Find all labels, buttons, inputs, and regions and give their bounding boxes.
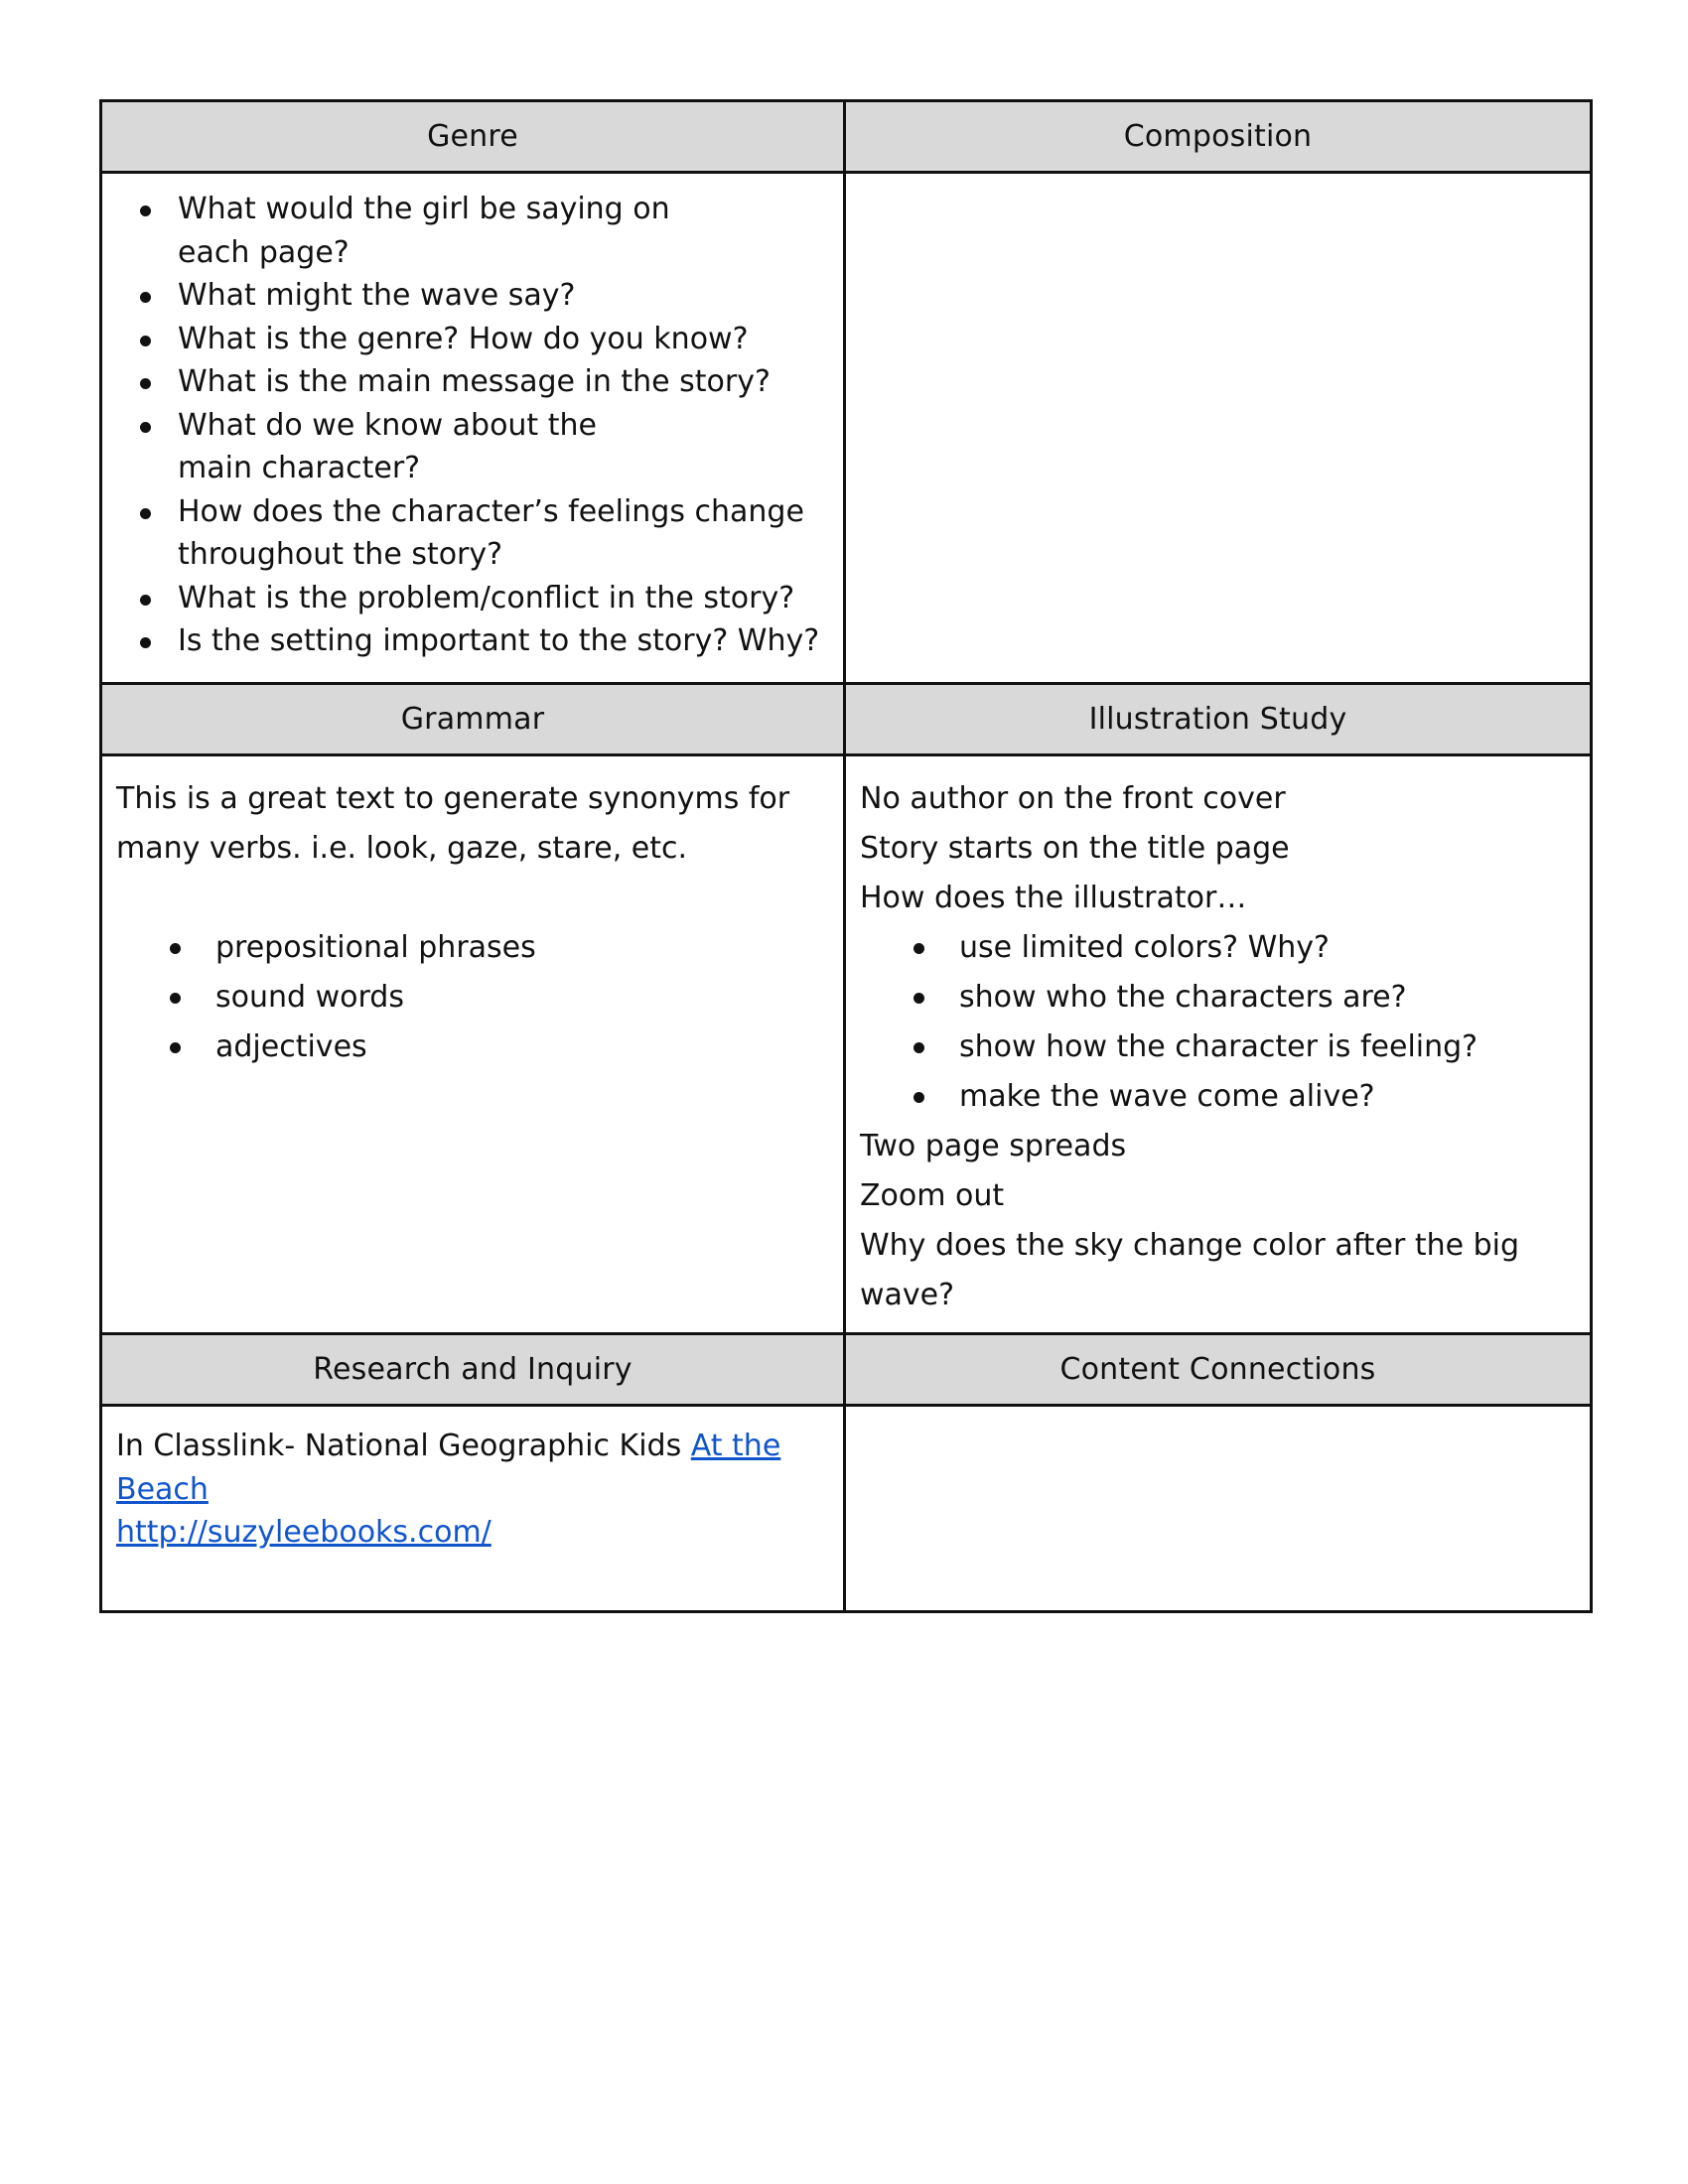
illustration-study-cell bbox=[845, 755, 1592, 1334]
list-item: show who the characters are? bbox=[860, 973, 1576, 1023]
research-cell bbox=[101, 1406, 845, 1612]
research-prefix: In Classlink- National Geographic Kids bbox=[116, 1429, 691, 1463]
illustration-line: Zoom out bbox=[860, 1178, 1005, 1213]
grammar-intro: This is a great text to generate synonyms for many verbs. i.e. look, gaze, stare, etc. bbox=[116, 781, 790, 866]
grammar-heading: Grammar bbox=[101, 684, 845, 755]
list-item: Is the setting important to the story? Why? bbox=[116, 619, 829, 663]
research-heading: Research and Inquiry bbox=[101, 1334, 845, 1406]
illustration-line: How does the illustrator… bbox=[860, 881, 1247, 915]
grammar-cell bbox=[101, 755, 845, 1334]
lesson-table bbox=[99, 99, 1593, 1613]
illustration-study-heading: Illustration Study bbox=[845, 684, 1592, 755]
list-item: What might the wave say? bbox=[116, 274, 829, 318]
list-item: adjectives bbox=[116, 1023, 829, 1072]
list-item: What do we know about the main character? bbox=[116, 404, 674, 490]
illustration-line: No author on the front cover bbox=[860, 781, 1286, 816]
at-the-beach-link[interactable]: At the Beach bbox=[116, 1429, 781, 1507]
list-item: What is the genre? How do you know? bbox=[116, 318, 829, 361]
illustration-line: Story starts on the title page bbox=[860, 831, 1290, 866]
grammar-list bbox=[116, 923, 829, 1072]
composition-cell bbox=[845, 173, 1592, 684]
list-item: prepositional phrases bbox=[116, 923, 829, 973]
list-item: show how the character is feeling? bbox=[860, 1023, 1576, 1072]
genre-question-list bbox=[116, 188, 829, 663]
list-item: make the wave come alive? bbox=[860, 1072, 1576, 1122]
list-item: What is the problem/conflict in the story? bbox=[116, 577, 829, 620]
list-item: sound words bbox=[116, 973, 829, 1023]
illustration-line: Why does the sky change color after the big wave? bbox=[860, 1228, 1520, 1312]
list-item: use limited colors? Why? bbox=[860, 923, 1576, 973]
header-row-3 bbox=[101, 1334, 1592, 1406]
list-item: What is the main message in the story? bbox=[116, 360, 829, 404]
genre-heading: Genre bbox=[101, 101, 845, 173]
body-row-3 bbox=[101, 1406, 1592, 1612]
header-row-2 bbox=[101, 684, 1592, 755]
research-text bbox=[116, 1425, 811, 1511]
suzy-lee-books-link[interactable]: http://suzyleebooks.com/ bbox=[116, 1515, 492, 1550]
content-connections-cell bbox=[845, 1406, 1592, 1612]
body-row-2 bbox=[101, 755, 1592, 1334]
content-connections-heading: Content Connections bbox=[845, 1334, 1592, 1406]
list-item: How does the character’s feelings change throughout the story? bbox=[116, 490, 829, 577]
composition-heading: Composition bbox=[845, 101, 1592, 173]
body-row-1 bbox=[101, 173, 1592, 684]
header-row-1 bbox=[101, 101, 1592, 173]
list-item: What would the girl be saying on each page? bbox=[116, 188, 714, 274]
illustration-list bbox=[860, 923, 1576, 1122]
genre-cell bbox=[101, 173, 845, 684]
illustration-line: Two page spreads bbox=[860, 1129, 1127, 1163]
